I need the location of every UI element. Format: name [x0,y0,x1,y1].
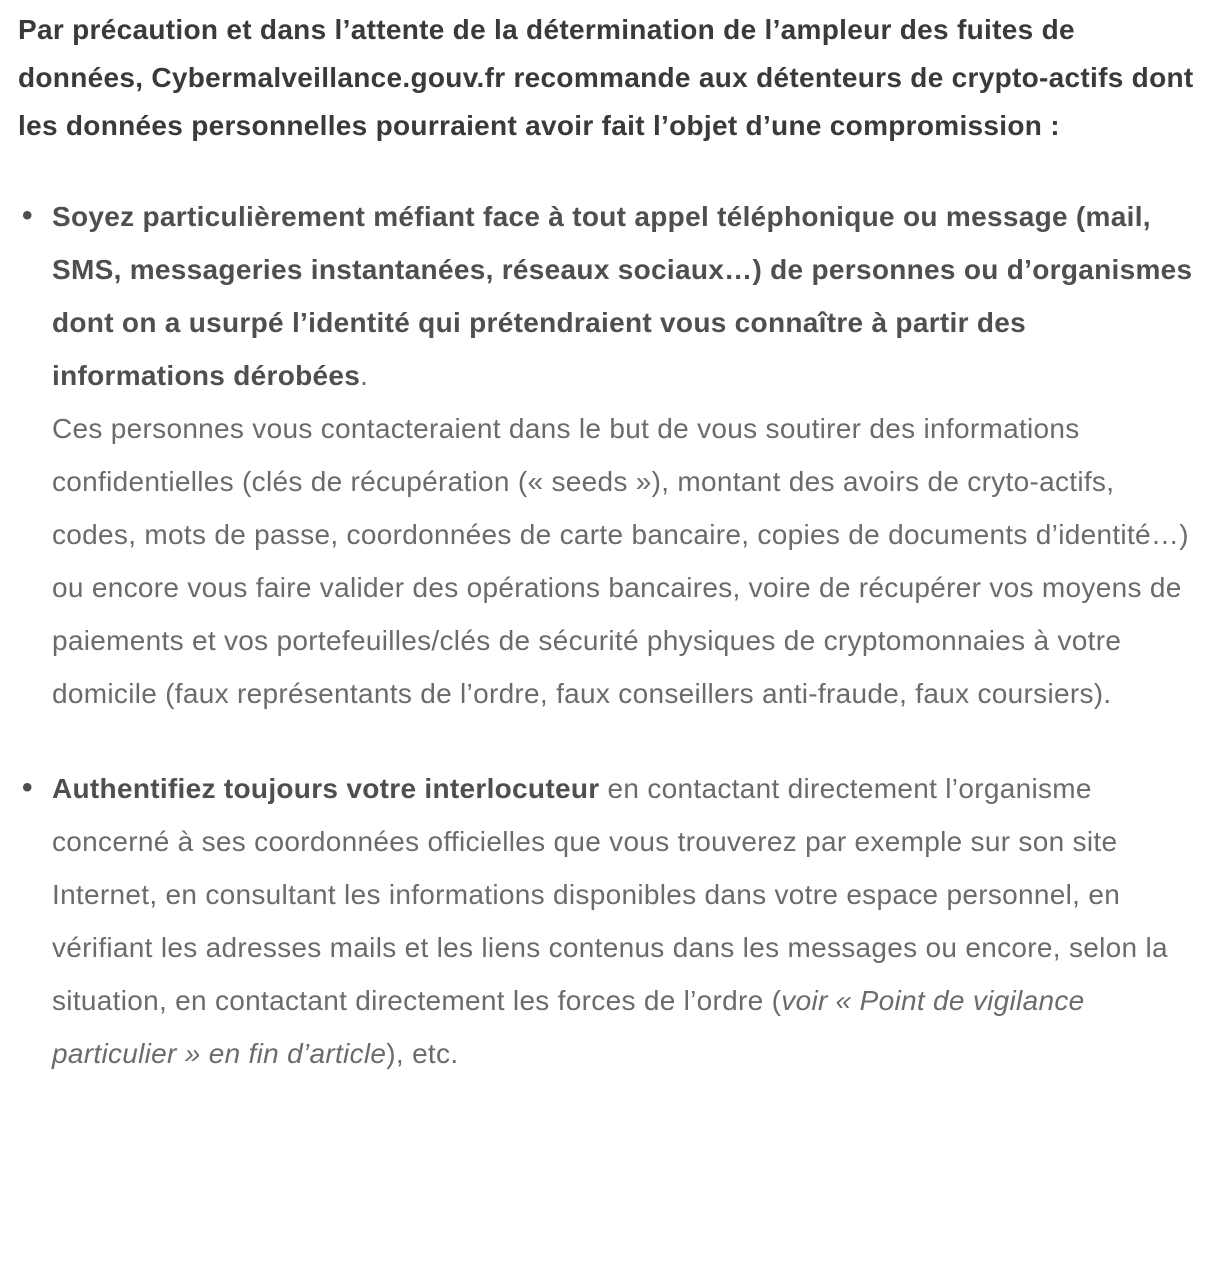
list-item-authentification [18,762,1208,1080]
bullet1-bold-suffix: . [360,360,369,391]
bullet2-italic-reference: voir « Point de vigilance particulier » en fin d’article [52,985,1085,1069]
recommendations-list [18,190,1208,1080]
bullet1-bold-text: Soyez particulièrement méfiant face à tout appel téléphonique ou message (mail, SMS, messageries instantanées, réseaux sociaux…) de personnes ou d’organismes dont on a usurpé l’identité qui prétendraient vous connaître à partir des informations dérobées [52,201,1193,391]
bullet2-body-suffix: ), etc. [386,1038,459,1069]
bullet2-body-text: en contactant directement l’organisme concerné à ses coordonnées officielles que vous trouverez par exemple sur son site Internet, en consultant les informations disponibles dans votre espace personnel, en vérifiant les adresses mails et les liens contenus dans les messages ou encore, selon la situation, en contactant directement les forces de l’ordre ( [52,773,1168,1016]
bullet2-bold-text: Authentifiez toujours votre interlocuteur [52,773,600,804]
list-item-mefiance-appels [18,190,1208,720]
intro-text: Par précaution et dans l’attente de la détermination de l’ampleur des fuites de données, Cybermalveillance.gouv.fr recommande aux détenteurs de crypto-actifs dont les données personnelles pourraient avoir fait l’objet d’une compromission : [18,14,1194,141]
intro-paragraph [18,6,1208,150]
bullet1-body-text: Ces personnes vous contacteraient dans le but de vous soutirer des informations confidentielles (clés de récupération (« seeds »), montant des avoirs de cryto-actifs, codes, mots de passe, coordonnées de carte bancaire, copies de documents d’identité…) ou encore vous faire valider des opérations bancaires, voire de récupérer vos moyens de paiements et vos portefeuilles/clés de sécurité physiques de cryptomonnaies à votre domicile (faux représentants de l’ordre, faux conseillers anti-fraude, faux coursiers). [52,413,1189,709]
